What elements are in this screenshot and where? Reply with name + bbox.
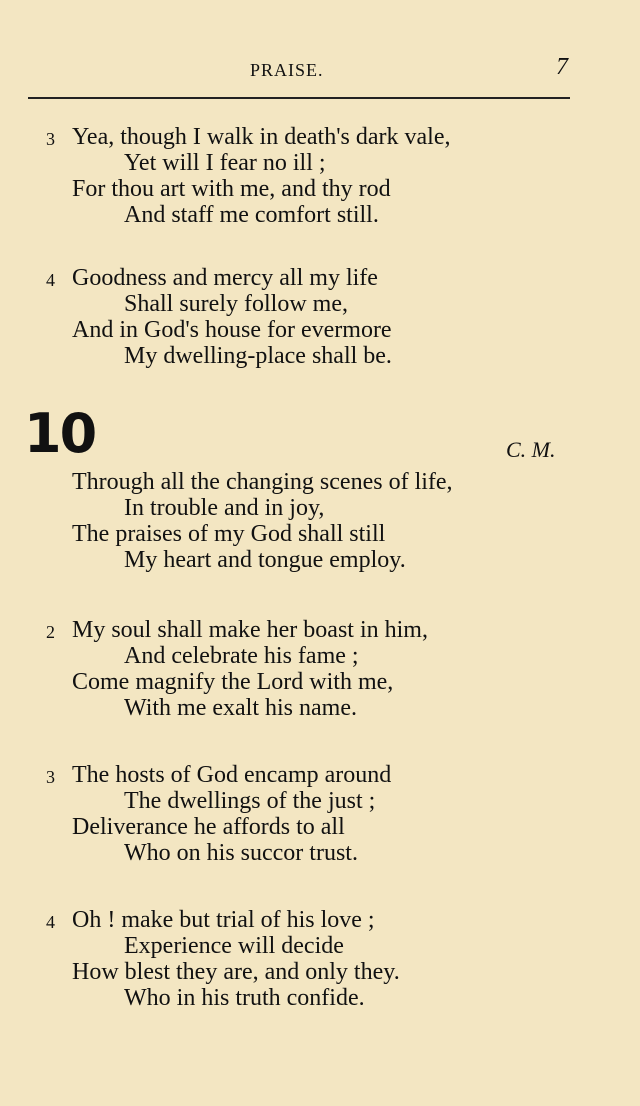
verse-line: My dwelling-place shall be. xyxy=(124,343,392,369)
verse-number: 3 xyxy=(46,767,55,787)
verse-line: How blest they are, and only they. xyxy=(72,959,400,985)
hymn-stanza-4 xyxy=(46,907,592,1011)
page-number: 7 xyxy=(556,54,568,80)
verse-line: Yet will I fear no ill ; xyxy=(124,150,326,176)
previous-hymn-stanza-4 xyxy=(46,265,592,369)
header-rule xyxy=(28,97,570,99)
verse-line: Who in his truth confide. xyxy=(124,985,365,1011)
verse-line: My soul shall make her boast in him, xyxy=(72,617,428,643)
verse-line: Oh ! make but trial of his love ; xyxy=(72,907,375,933)
verse-number: 3 xyxy=(46,129,55,149)
verse-line: Who on his succor trust. xyxy=(124,840,358,866)
hymn-meter: C. M. xyxy=(506,437,556,462)
page-title: PRAISE. xyxy=(250,60,324,80)
verse-line: And in God's house for evermore xyxy=(72,317,392,343)
previous-hymn-stanza-3 xyxy=(46,124,592,228)
verse-line: In trouble and in joy, xyxy=(124,495,325,521)
verse-line: The hosts of God encamp around xyxy=(72,762,392,788)
hymn-number: 10 xyxy=(24,402,96,465)
running-head xyxy=(0,54,640,86)
hymn-stanza-3 xyxy=(46,762,592,866)
verse-line: The praises of my God shall still xyxy=(72,521,386,547)
verse-line: And celebrate his fame ; xyxy=(124,643,359,669)
verse-line: Yea, though I walk in death's dark vale, xyxy=(72,124,451,150)
verse-line: With me exalt his name. xyxy=(124,695,357,721)
hymn-stanza-1 xyxy=(72,469,592,573)
verse-line: For thou art with me, and thy rod xyxy=(72,176,391,202)
verse-line: My heart and tongue employ. xyxy=(124,547,406,573)
verse-line: The dwellings of the just ; xyxy=(124,788,376,814)
verse-line: Deliverance he affords to all xyxy=(72,814,345,840)
verse-number: 2 xyxy=(46,622,55,642)
verse-number: 4 xyxy=(46,912,55,932)
verse-line: Come magnify the Lord with me, xyxy=(72,669,394,695)
verse-line: Through all the changing scenes of life, xyxy=(72,469,453,495)
verse-line: Goodness and mercy all my life xyxy=(72,265,378,291)
verse-line: Experience will decide xyxy=(124,933,344,959)
verse-number: 4 xyxy=(46,270,55,290)
verse-line: Shall surely follow me, xyxy=(124,291,348,317)
verse-line: And staff me comfort still. xyxy=(124,202,379,228)
hymn-stanza-2 xyxy=(46,617,592,721)
